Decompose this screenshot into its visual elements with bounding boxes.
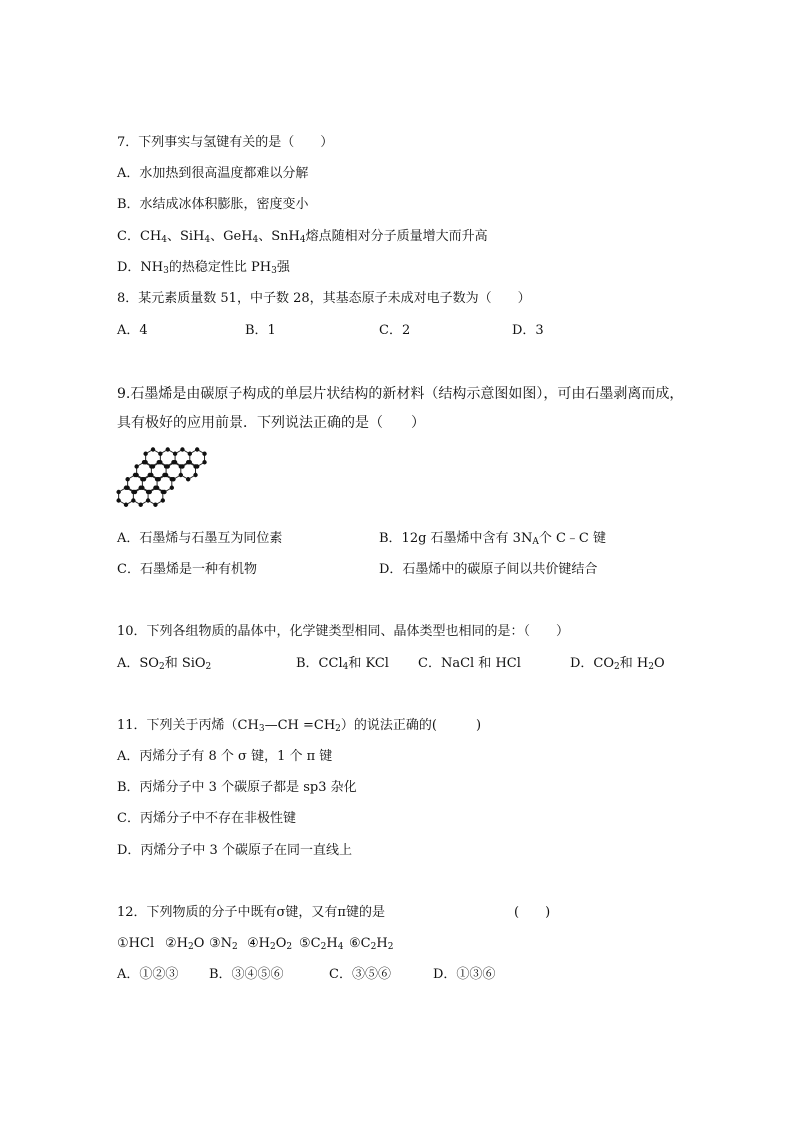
- carbon-atom: [143, 452, 147, 456]
- q9-option-c: C．石墨烯是一种有机物: [117, 562, 257, 577]
- q8-option-a: A．4: [117, 323, 148, 338]
- carbon-atom: [124, 503, 128, 507]
- carbon-atom: [166, 447, 170, 451]
- carbon-atom: [188, 452, 192, 456]
- carbon-atom: [116, 490, 120, 494]
- q12-item-4: $④H_2O_2$: [247, 936, 293, 952]
- carbon-atom: [164, 464, 168, 468]
- q12-item-3: $③N_2$: [209, 936, 238, 952]
- q7-option-a: A．水加热到很高温度都难以分解: [117, 166, 309, 181]
- q9-option-b: B．12g 石墨烯中含有 $3N_A$个 C﹣C 键: [379, 531, 606, 547]
- carbon-atom: [180, 447, 184, 451]
- q10-option-c: C．NaCl 和 HCl: [418, 656, 521, 671]
- carbon-atom: [133, 473, 137, 477]
- q10-option-d: D．$CO_2$和 $H_2O$: [570, 656, 665, 672]
- carbon-atom: [134, 464, 138, 468]
- carbon-atom: [193, 473, 197, 477]
- q7-option-d: D．$NH_3$的热稳定性比 $PH_3$强: [117, 260, 290, 276]
- q8-options: [117, 322, 677, 340]
- carbon-atom: [173, 452, 177, 456]
- q12-item-1: ①HCl: [117, 936, 155, 951]
- q11-option-b: B．丙烯分子中 3 个碳原子都是 sp3 杂化: [117, 780, 357, 795]
- q7-option-b: B．水结成冰体积膨胀，密度变小: [117, 197, 309, 212]
- carbon-atom: [153, 486, 157, 490]
- carbon-atom: [179, 464, 183, 468]
- carbon-atom: [148, 473, 152, 477]
- carbon-atom: [139, 503, 143, 507]
- q12-answer-paren: ( ): [514, 905, 551, 920]
- carbon-atom: [155, 477, 159, 481]
- q12-item-5: $⑤C_2H_4$: [299, 936, 344, 952]
- q10-options: [117, 655, 677, 673]
- carbon-atom: [161, 498, 165, 502]
- q11-option-d: D．丙烯分子中 3 个碳原子在同一直线上: [117, 843, 352, 858]
- q11-option-c: C．丙烯分子中不存在非极性键: [117, 811, 296, 826]
- q7-option-c: C．$CH_4$、SiH$_4$、GeH$_4$、SnH$_4$熔点随相对分子质量增大而升高: [117, 229, 488, 245]
- carbon-atom: [162, 473, 166, 477]
- carbon-atom: [157, 460, 161, 464]
- carbon-atom: [146, 498, 150, 502]
- carbon-atom: [125, 477, 129, 481]
- q8-stem: 8．某元素质量数 51，中子数 28，其基态原子未成对电子数为（ ）: [117, 291, 531, 306]
- carbon-atom: [131, 490, 135, 494]
- q9-option-d: D．石墨烯中的碳原子间以共价键结合: [379, 562, 598, 577]
- q11-stem: 11．下列关于丙烯$(CH_3—CH =CH_2)$的说法正确的( ): [117, 718, 482, 734]
- carbon-atom: [186, 460, 190, 464]
- carbon-atom: [170, 477, 174, 481]
- carbon-atom: [170, 486, 174, 490]
- q10-stem: 10．下列各组物质的晶体中，化学键类型相同、晶体类型也相同的是：（ ）: [117, 624, 570, 639]
- q12-options: [117, 966, 677, 984]
- q12-option-a: A．①②③: [117, 967, 179, 982]
- q12-stem-row: [117, 904, 677, 922]
- q8-option-b: B．1: [245, 323, 276, 338]
- q11-option-a: A．丙烯分子有 8 个 σ 键，1 个 π 键: [117, 749, 333, 764]
- graphene-lattice-diagram: [112, 447, 212, 517]
- carbon-atom: [139, 486, 143, 490]
- carbon-atom: [146, 490, 150, 494]
- q8-option-c: C．2: [379, 323, 411, 338]
- carbon-atom: [116, 498, 120, 502]
- q9-stem-line2: 具有极好的应用前景．下列说法正确的是（ ）: [117, 415, 425, 431]
- q9-stem-line1: 9.石墨烯是由碳原子构成的单层片状结构的新材料（结构示意图如图），可由石墨剥离而成，: [117, 386, 684, 402]
- carbon-atom: [202, 452, 206, 456]
- q12-item-6: $⑥C_2H_2$: [349, 936, 394, 952]
- carbon-atom: [124, 486, 128, 490]
- q12-item-2: $②H_2O$: [165, 936, 205, 952]
- q9-options-row2: [117, 561, 677, 579]
- carbon-atom: [202, 460, 206, 464]
- q7-stem: 7．下列事实与氢键有关的是（ ）: [117, 135, 334, 150]
- q10-option-a: A．$SO_2$和 SiO$_2$: [117, 656, 212, 672]
- q9-options-row1: [117, 530, 677, 548]
- q12-items: [117, 935, 677, 953]
- q12-option-b: B．③④⑤⑥: [209, 967, 284, 982]
- q9-option-a: A．石墨烯与石墨互为同位素: [117, 531, 283, 546]
- carbon-atom: [131, 498, 135, 502]
- q10-option-b: B．CCl$_4$和 KCl: [296, 656, 389, 672]
- carbon-atom: [171, 460, 175, 464]
- carbon-atom: [140, 477, 144, 481]
- q12-stem: 12．下列物质的分子中既有σ键，又有π键的是: [117, 905, 385, 920]
- q12-option-d: D．①③⑥: [433, 967, 496, 982]
- carbon-atom: [193, 464, 197, 468]
- carbon-atom: [161, 490, 165, 494]
- carbon-atom: [149, 464, 153, 468]
- q8-option-d: D．3: [512, 323, 544, 338]
- q12-option-c: C．③⑤⑥: [329, 967, 391, 982]
- carbon-atom: [195, 447, 199, 451]
- carbon-atom: [142, 460, 146, 464]
- carbon-atom: [179, 473, 183, 477]
- carbon-atom: [158, 452, 162, 456]
- carbon-atom: [153, 503, 157, 507]
- carbon-atom: [151, 447, 155, 451]
- carbon-atom: [186, 477, 190, 481]
